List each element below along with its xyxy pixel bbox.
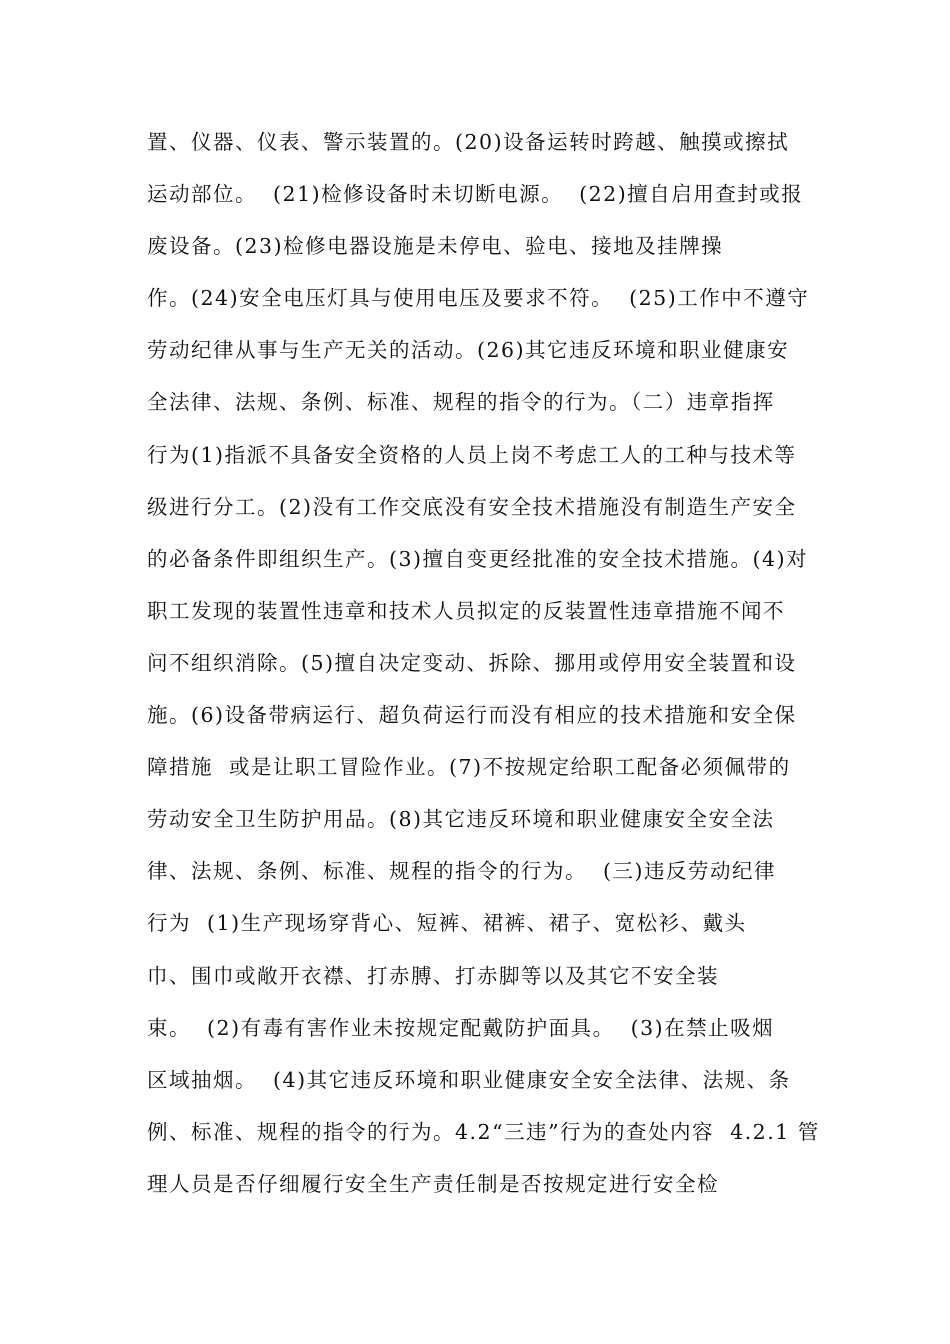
text-line: 障措施 或是让职工冒险作业。(7)不按规定给职工配备必须佩带的 [147,755,791,780]
text-line: 运动部位。 (21)检修设备时未切断电源。 (22)擅自启用查封或报 [147,182,804,207]
text-line: 巾、围巾或敞开衣襟、打赤膊、打赤脚等以及其它不安全装 [147,963,719,988]
text-line: 置、仪器、仪表、警示装置的。(20)设备运转时跨越、触摸或擦拭 [147,130,790,154]
text-line: 行为(1)指派不具备安全资格的人员上岗不考虑工人的工种与技术等 [147,442,797,467]
text-line: 行为 (1)生产现场穿背心、短裤、裙裤、裙子、宽松衫、戴头 [147,911,747,936]
text-line: 职工发现的装置性违章和技术人员拟定的反装置性违章措施不闻不 [147,598,785,623]
text-line: 问不组织消除。(5)擅自决定变动、拆除、挪用或停用安全装置和设 [147,650,797,675]
text-line: 区域抽烟。 (4)其它违反环境和职业健康安全安全法律、法规、条 [147,1067,791,1092]
text-line: 理人员是否仔细履行安全生产责任制是否按规定进行安全检 [147,1171,719,1196]
text-line: 束。 (2)有毒有害作业未按规定配戴防护面具。 (3)在禁止吸烟 [147,1015,775,1040]
text-line: 劳动纪律从事与生产无关的活动。(26)其它违反环境和职业健康安 [147,338,790,363]
text-line: 的必备条件即组织生产。(3)擅自变更经批准的安全技术措施。(4)对 [147,546,809,571]
text-line: 废设备。(23)检修电器设施是未停电、验电、接地及挂牌操 [147,234,724,259]
text-line: 全法律、法规、条例、标准、规程的指令的行为。（二）违章指挥 [147,390,775,415]
text-line: 例、标准、规程的指令的行为。4.2“三违”行为的查处内容 4.2.1 管 [147,1119,820,1144]
text-line: 律、法规、条例、标准、规程的指令的行为。 (三)违反劳动纪律 [147,859,777,884]
text-line: 劳动安全卫生防护用品。(8)其它违反环境和职业健康安全安全法 [147,807,775,832]
text-line: 作。(24)安全电压灯具与使用电压及要求不符。 (25)工作中不遵守 [147,286,810,311]
text-line: 施。(6)设备带病运行、超负荷运行而没有相应的技术措施和安全保 [147,703,797,728]
body-text [147,116,820,1210]
text-line: 级进行分工。(2)没有工作交底没有安全技术措施没有制造生产安全 [147,494,797,519]
